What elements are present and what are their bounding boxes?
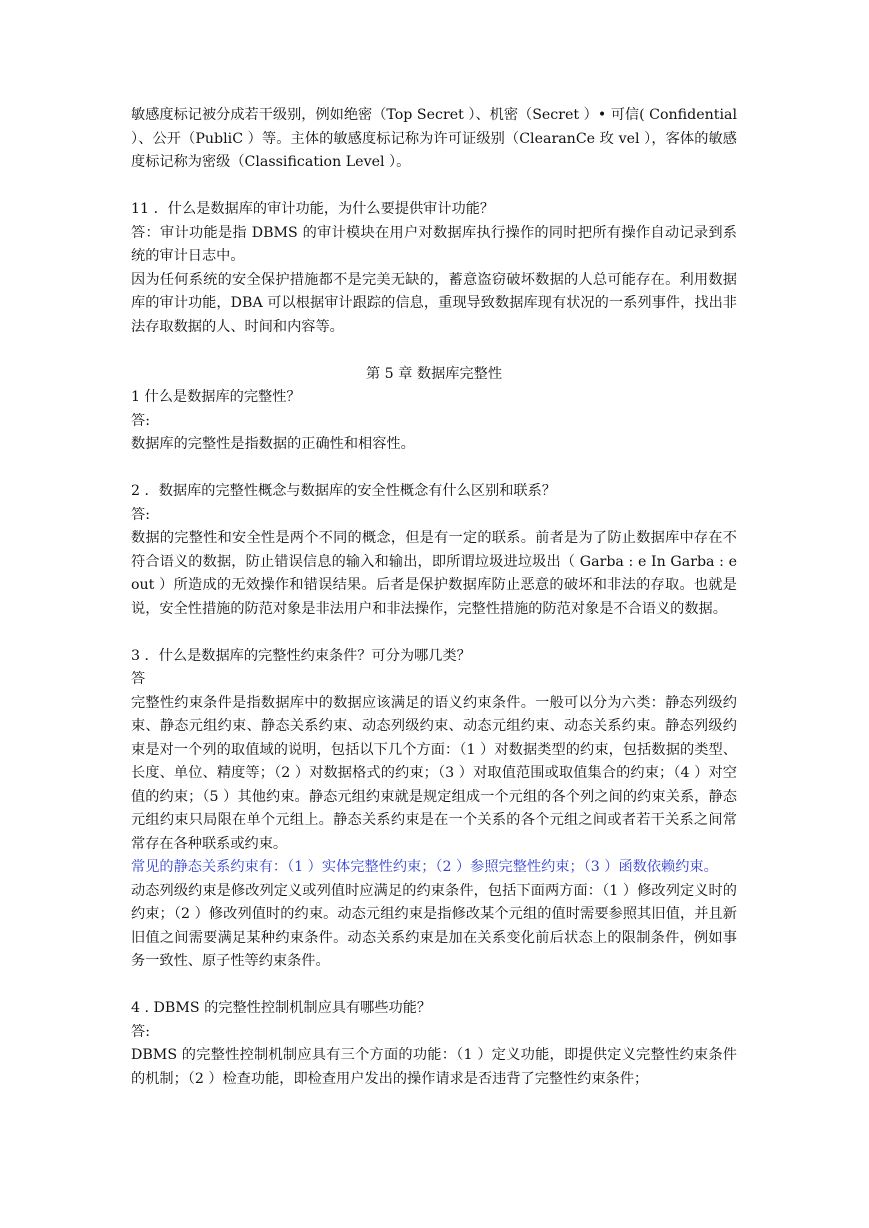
answer-label-4: 答:	[131, 1023, 150, 1040]
blank-line	[131, 175, 737, 199]
answer-label-1: 答:	[131, 412, 150, 429]
answer-2: 数据的完整性和安全性是两个不同的概念，但是有一定的联系。前者是为了防止数据库中存在不符合语义的数据，防止错误信息的输入和输出，即所谓垃圾进垃圾出（ Garba : e In Garba : e out ）所造成的无效操作和错误结果。后者是保护数据库防止恶意的破坏和非法的存取。也就是说，安全性措施的防范对象是非法用户和非法操作，完整性措施的防范对象是不合语义的数据。	[131, 530, 737, 617]
blank-line	[131, 339, 737, 363]
answer-label-2: 答:	[131, 506, 150, 523]
answer-1: 数据库的完整性是指数据的正确性和相容性。	[131, 436, 415, 452]
answer-11-part1: 答：审计功能是指 DBMS 的审计模块在用户对数据库执行操作的同时把所有操作自动记录到系统的审计日志中。	[131, 224, 737, 264]
chapter-heading: 第 5 章 数据库完整性	[365, 365, 503, 382]
blank-line	[131, 621, 737, 645]
question-1: 1 什么是数据库的完整性？	[131, 389, 301, 405]
answer-label-3: 答	[131, 671, 146, 687]
question-4: 4 . DBMS 的完整性控制机制应具有哪些功能？	[131, 1000, 432, 1016]
answer-3-highlight: 常见的静态关系约束有：（1 ）实体完整性约束；（2 ）参照完整性约束；（3 ）函数依赖约束。	[131, 859, 718, 875]
paragraph-sensitivity-labels: 敏感度标记被分成若干级别，例如绝密（Top Secret ）、机密（Secret ）• 可信( Confidential ）、公开（PubliC ）等。主体的敏感度标记称为许可证级别（ClearanCe 玫 vel ），客体的敏感度标记称为密级（Classification Level ）。	[131, 107, 737, 170]
question-2: 2 ．数据库的完整性概念与数据库的安全性概念有什么区别和联系？	[131, 483, 556, 499]
answer-11-part2: 因为任何系统的安全保护措施都不是完美无缺的，蓄意盗窃破坏数据的人总可能存在。利用数据库的审计功能，DBA 可以根据审计跟踪的信息，重现导致数据库现有状况的一系列事件，找出非法存取数据的人、时间和内容等。	[131, 271, 737, 335]
question-3: 3 ．什么是数据库的完整性约束条件？可分为哪几类？	[131, 647, 471, 664]
blank-line	[131, 974, 737, 998]
answer-3-part1: 完整性约束条件是指数据库中的数据应该满足的语义约束条件。一般可以分为六类：静态列级约束、静态元组约束、静态关系约束、动态列级约束、动态元组约束、动态关系约束。静态列级约束是对一个列的取值域的说明，包括以下几个方面：（1 ）对数据类型的约束，包括数据的类型、长度、单位、精度等；（2 ）对数据格式的约束；（3 ）对取值范围或取值集合的约束；（4 ）对空值的约束；（5 ）其他约束。静态元组约束就是规定组成一个元组的各个列之间的约束关系，静态元组约束只局限在单个元组上。静态关系约束是在一个关系的各个元组之间或者若干关系之间常常存在各种联系或约束。	[131, 694, 737, 852]
answer-4: DBMS 的完整性控制机制应具有三个方面的功能：（1 ）定义功能，即提供定义完整性约束条件的机制；（2 ）检查功能，即检查用户发出的操作请求是否违背了完整性约束条件；	[131, 1047, 737, 1087]
answer-3-part2: 动态列级约束是修改列定义或列值时应满足的约束条件，包括下面两方面：（1 ）修改列定义时的约束；（2 ）修改列值时的约束。动态元组约束是指修改某个元组的值时需要参照其旧值，并且新旧值之间需要满足某种约束条件。动态关系约束是加在关系变化前后状态上的限制条件，例如事务一致性、原子性等约束条件。	[131, 882, 737, 969]
document-body	[131, 104, 737, 1091]
blank-line	[131, 457, 737, 481]
question-11: 11 ．什么是数据库的审计功能，为什么要提供审计功能？	[131, 201, 495, 217]
